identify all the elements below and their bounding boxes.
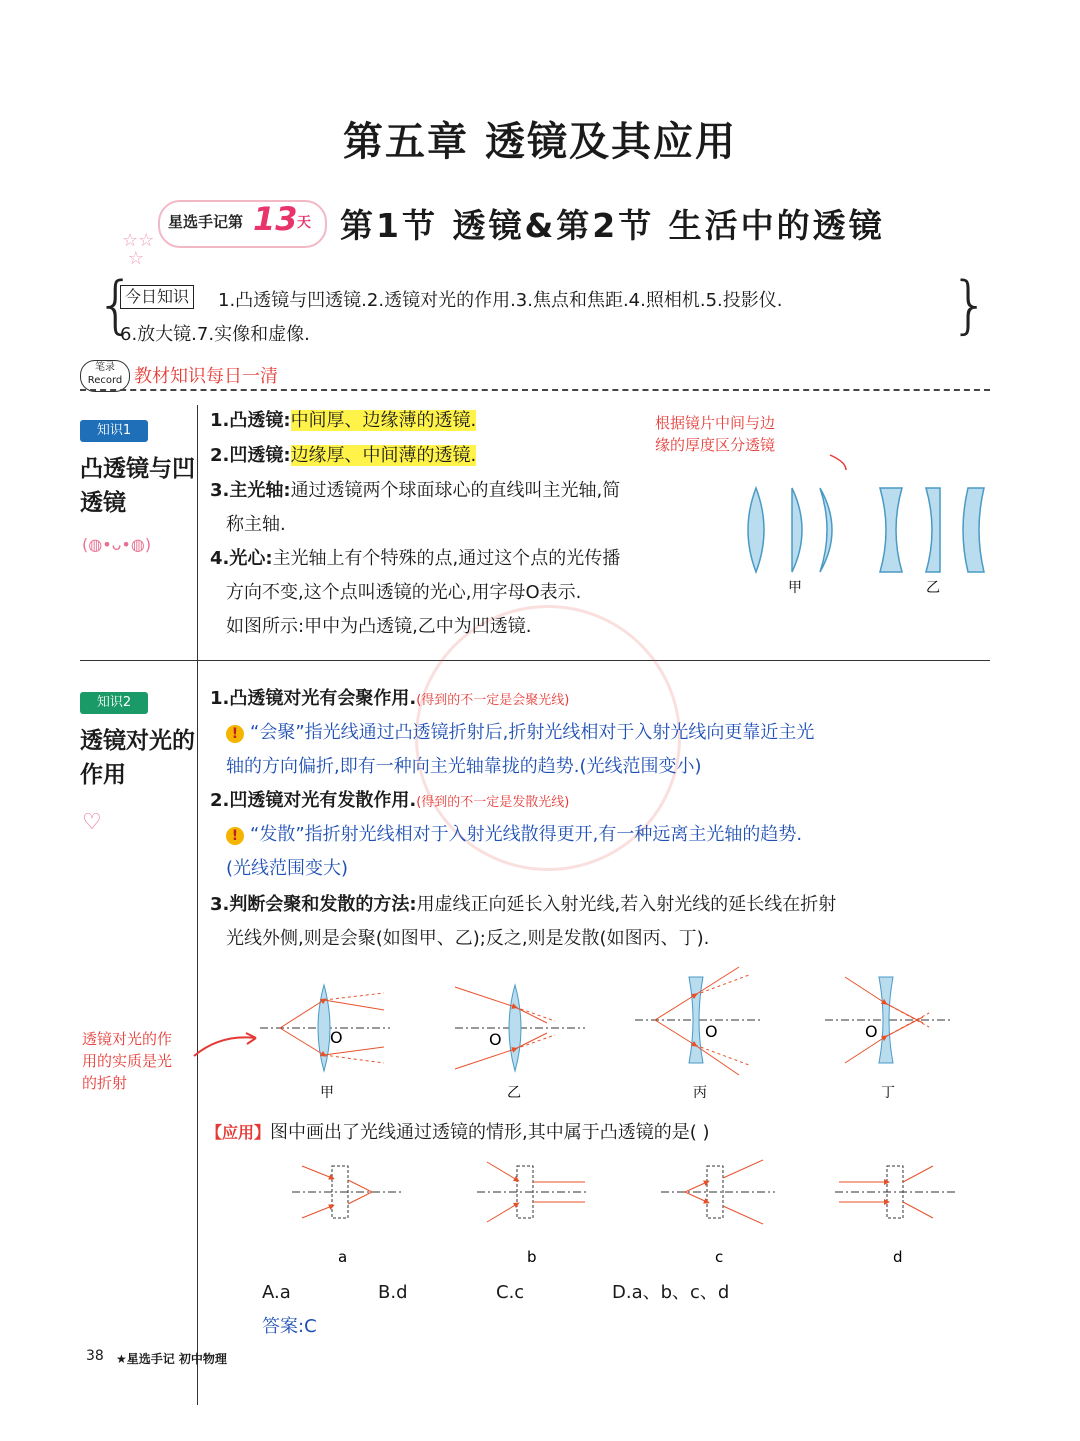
app-diagram-c <box>661 1160 775 1266</box>
warning-icon: ! <box>226 827 244 845</box>
section-title: 第1节 透镜&第2节 生活中的透镜 <box>340 206 885 245</box>
k1-l3-cont: 称主轴. <box>226 514 286 535</box>
optical-center-label: O <box>705 1022 718 1041</box>
k1-note-line-2: 缘的厚度区分透镜 <box>655 436 776 454</box>
ray-diagrams-figure <box>250 965 990 1105</box>
side-note-1: 透镜对光的作 <box>82 1030 173 1048</box>
meniscus-concave-lens-icon <box>963 488 984 572</box>
note-arrow <box>830 455 846 470</box>
k1-l4-body: 主光轴上有个特殊的点,通过这个点的光传播 <box>272 548 621 569</box>
k2-p3-head: 3.判断会聚和发散的方法: <box>210 894 417 915</box>
badge-day-number: 13 <box>253 200 298 238</box>
k1-l4-cont: 方向不变,这个点叫透镜的光心,用字母O表示. <box>226 582 582 603</box>
k1-l3-head: 3.主光轴: <box>210 480 291 501</box>
ray-label-3: 丁 <box>881 1085 895 1101</box>
app-label-d: d <box>893 1248 903 1266</box>
k2-para-2 <box>210 784 569 820</box>
k1-line-1 <box>210 404 476 438</box>
warning-icon: ! <box>226 725 244 743</box>
k2-p1-note: (得到的不一定是会聚光线) <box>416 693 570 708</box>
k2-p3-body: 用虚线正向延长入射光线,若入射光线的延长线在折射 <box>416 894 837 915</box>
k1-l2-body: 边缘厚、中间薄的透镜. <box>290 445 477 466</box>
lens-shapes-figure <box>740 440 1000 600</box>
k2-p2-blue-2: (光线范围变大) <box>226 858 349 879</box>
app-label-b: b <box>527 1248 537 1266</box>
footer-brand: ★星选手记 初中物理 <box>116 1352 227 1366</box>
k2-para-1 <box>210 682 569 718</box>
k2-p3-cont: 光线外侧,则是会聚(如图甲、乙);反之,则是发散(如图丙、丁). <box>226 928 710 949</box>
k2-p2-blue-1-text: “发散”指折射光线相对于入射光线散得更开,有一种远离主光轴的趋势. <box>250 824 803 845</box>
biconvex-lens-icon <box>748 488 764 572</box>
choice-d: D.a、b、c、d <box>612 1282 730 1303</box>
ray-label-2: 丙 <box>693 1085 707 1101</box>
page-number: 38 <box>86 1348 104 1364</box>
application-figure <box>280 1150 980 1270</box>
knowledge-2-tag: 知识2 <box>80 692 148 714</box>
application-text: 图中画出了光线通过透镜的情形,其中属于凸透镜的是( ) <box>270 1122 710 1143</box>
app-diagram-a <box>292 1166 404 1266</box>
k2-p1-blue-1 <box>226 716 814 750</box>
column-divider <box>197 405 198 1405</box>
badge-unit: 天 <box>297 215 311 231</box>
k1-line-3 <box>210 474 620 508</box>
k2-p1-head: 1.凸透镜对光有会聚作用. <box>210 688 417 709</box>
today-label: 今日知识 <box>120 285 194 309</box>
k1-l2-head: 2.凹透镜: <box>210 445 291 466</box>
k1-note-line-1: 根据镜片中间与边 <box>655 414 776 432</box>
biconcave-lens-icon <box>880 488 902 572</box>
application-question <box>206 1116 710 1150</box>
side-note-3: 的折射 <box>82 1074 128 1092</box>
chapter-title: 第五章 透镜及其应用 <box>343 118 737 165</box>
side-note-2: 用的实质是光 <box>82 1052 173 1070</box>
record-title: 教材知识每日一清 <box>134 366 278 387</box>
plano-convex-lens-icon <box>792 488 802 572</box>
app-label-a: a <box>338 1248 348 1266</box>
plano-concave-lens-icon <box>926 488 940 572</box>
optical-center-label: O <box>330 1028 343 1047</box>
knowledge-1-tag: 知识1 <box>80 420 148 442</box>
k1-line-4 <box>210 542 620 576</box>
today-line-1: 1.凸透镜与凹透镜.2.透镜对光的作用.3.焦点和焦距.4.照相机.5.投影仪. <box>218 290 783 311</box>
record-icon: 笔录 Record <box>80 360 130 392</box>
choice-b: B.d <box>378 1282 408 1303</box>
optical-center-label: O <box>865 1022 878 1041</box>
ray-diagram-ding <box>825 977 950 1101</box>
k2-p2-blue-1 <box>226 818 802 852</box>
heart-icon: ♡ <box>82 810 102 835</box>
k2-p1-blue-2: 轴的方向偏折,即有一种向主光轴靠拢的趋势.(光线范围变小) <box>226 756 702 777</box>
k1-l1-head: 1.凸透镜: <box>210 410 291 431</box>
choice-c: C.c <box>496 1282 525 1303</box>
fig-label-yi: 乙 <box>926 580 940 596</box>
k1-line-5: 如图所示:甲中为凸透镜,乙中为凹透镜. <box>226 616 532 637</box>
k2-p2-note: (得到的不一定是发散光线) <box>416 795 570 810</box>
ray-diagram-yi <box>455 985 585 1101</box>
k1-l1-body: 中间厚、边缘薄的透镜. <box>290 410 477 431</box>
ray-diagram-bing <box>635 967 760 1101</box>
k1-l4-head: 4.光心: <box>210 548 273 569</box>
answer: 答案:C <box>262 1316 317 1337</box>
k2-p2-head: 2.凹透镜对光有发散作用. <box>210 790 417 811</box>
knowledge-1-title: 凸透镜与凹透镜 <box>80 456 195 516</box>
fig-label-jia: 甲 <box>788 580 802 596</box>
choice-a: A.a <box>262 1282 291 1303</box>
badge-prefix: 星选手记第 <box>168 213 244 231</box>
k2-para-3 <box>210 888 836 922</box>
ray-diagram-jia <box>260 985 390 1101</box>
right-brace-icon: } <box>950 268 990 341</box>
dashed-divider <box>80 389 990 391</box>
app-diagram-d <box>835 1166 957 1266</box>
k1-line-2 <box>210 439 476 473</box>
app-diagram-b <box>477 1162 589 1266</box>
k2-p1-blue-1-text: “会聚”指光线通过凸透镜折射后,折射光线相对于入射光线向更靠近主光 <box>250 722 815 743</box>
knowledge-2-title: 透镜对光的作用 <box>80 728 195 788</box>
face-decoration: (◍•ᴗ•◍) <box>82 535 152 554</box>
star-decoration-icon: ☆☆ ☆ <box>122 230 155 269</box>
left-brace-icon: { <box>96 268 136 341</box>
today-line-2: 6.放大镜.7.实像和虚像. <box>120 324 310 345</box>
ray-label-0: 甲 <box>320 1085 334 1101</box>
meniscus-convex-lens-icon <box>820 488 832 572</box>
optical-center-label: O <box>489 1030 502 1049</box>
ray-label-1: 乙 <box>507 1085 521 1101</box>
app-label-c: c <box>715 1248 724 1266</box>
k1-l3-body: 通过透镜两个球面球心的直线叫主光轴,简 <box>290 480 621 501</box>
application-tag: 【应用】 <box>206 1123 271 1142</box>
